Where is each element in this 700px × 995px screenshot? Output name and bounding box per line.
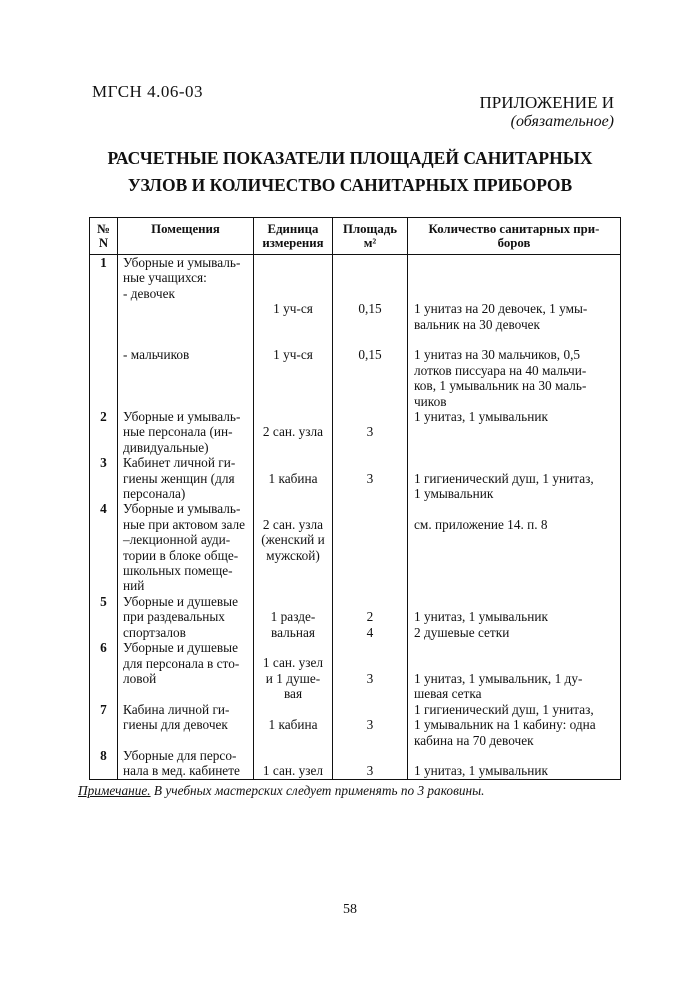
cell-line xyxy=(337,409,403,424)
cell-line xyxy=(414,455,614,470)
cell-line: 1 унитаз, 1 умывальник xyxy=(414,763,548,779)
cell-line xyxy=(414,332,614,347)
table-row xyxy=(90,594,621,640)
cell-line: тории в блоке обще- xyxy=(123,547,239,563)
cell-line: 5 xyxy=(100,593,107,609)
sanitary-table xyxy=(89,217,621,780)
cell-line xyxy=(337,748,403,763)
cell-unit xyxy=(254,640,333,702)
cell-line: при раздевальных xyxy=(123,609,225,625)
cell-line: 3 xyxy=(366,424,374,440)
page-number: 58 xyxy=(343,902,357,917)
cell-line: ные персонала (ин- xyxy=(123,424,233,440)
cell-unit xyxy=(254,748,333,779)
cell-line xyxy=(337,640,403,655)
table-row xyxy=(90,501,621,593)
cell-num xyxy=(90,409,118,455)
cell-line: 0,15 xyxy=(358,301,382,317)
cell-line xyxy=(258,455,328,470)
cell-line: 2 xyxy=(100,409,107,424)
cell-line xyxy=(414,655,614,670)
cell-line xyxy=(337,270,403,285)
cell-line xyxy=(258,409,328,424)
page-title-line-2: УЗЛОВ И КОЛИЧЕСТВО САНИТАРНЫХ ПРИБОРОВ xyxy=(127,175,573,195)
cell-line xyxy=(337,286,403,301)
cell-line: Уборные для персо- xyxy=(123,747,237,763)
cell-room xyxy=(118,702,254,748)
cell-line xyxy=(258,594,328,609)
cell-line: 1 сан. узел xyxy=(262,655,324,671)
cell-line: Уборные и умываль- xyxy=(123,501,241,517)
cell-line: 3 xyxy=(100,455,107,471)
cell-num xyxy=(90,640,118,702)
cell-line: шевая сетка xyxy=(414,686,482,702)
header-room-text: Помещения xyxy=(151,222,220,236)
cell-area xyxy=(333,332,408,409)
cell-line: 2 сан. узла xyxy=(262,424,324,440)
cell-line: 1 унитаз, 1 умывальник xyxy=(414,609,548,625)
header-area-line-1: Площадь xyxy=(343,222,397,236)
cell-line xyxy=(337,655,403,670)
column-header-unit xyxy=(254,218,333,255)
cell-line xyxy=(414,640,614,655)
cell-line xyxy=(337,255,403,270)
cell-num xyxy=(90,455,118,501)
cell-count xyxy=(408,455,621,501)
cell-line: 0,15 xyxy=(358,347,382,363)
cell-line: 1 гигиенический душ, 1 унитаз, xyxy=(414,470,594,486)
cell-line: 1 унитаз на 20 девочек, 1 умы- xyxy=(414,301,588,317)
table-row xyxy=(90,748,621,779)
cell-num xyxy=(90,702,118,748)
cell-count xyxy=(408,594,621,640)
table-row xyxy=(90,409,621,455)
cell-unit xyxy=(254,501,333,593)
cell-line: (женский и xyxy=(261,532,325,548)
cell-line: 3 xyxy=(366,670,374,686)
cell-line: ловой xyxy=(123,670,157,686)
table-row xyxy=(90,640,621,702)
table-row xyxy=(90,332,621,409)
cell-unit xyxy=(254,255,333,332)
header-num-line-1: № xyxy=(97,222,110,236)
cell-line: ний xyxy=(123,578,145,594)
cell-line: 2 душевые сетки xyxy=(414,624,510,640)
table-body xyxy=(90,255,621,780)
table-row xyxy=(90,255,621,332)
page-title-line-1: РАСЧЕТНЫЕ ПОКАЗАТЕЛИ ПЛОЩАДЕЙ САНИТАРНЫХ xyxy=(107,148,593,168)
table-row xyxy=(90,455,621,501)
cell-room xyxy=(118,455,254,501)
cell-line: 2 сан. узла xyxy=(262,516,324,532)
cell-line: и 1 душе- xyxy=(265,670,321,686)
cell-line xyxy=(414,748,614,763)
cell-unit xyxy=(254,455,333,501)
cell-room xyxy=(118,255,254,332)
cell-line xyxy=(337,702,403,717)
cell-line: лотков писсуара на 40 мальчи- xyxy=(414,362,587,378)
cell-line: Уборные и душевые xyxy=(123,640,239,656)
cell-line: ные учащихся: xyxy=(123,270,207,286)
cell-line: Уборные и умываль- xyxy=(123,409,241,424)
cell-count xyxy=(408,702,621,748)
cell-area xyxy=(333,640,408,702)
cell-area xyxy=(333,702,408,748)
cell-room xyxy=(118,640,254,702)
cell-line: 8 xyxy=(100,747,107,763)
cell-area xyxy=(333,409,408,455)
cell-room xyxy=(118,748,254,779)
cell-unit xyxy=(254,409,333,455)
table-row xyxy=(90,702,621,748)
cell-line: гиены для девочек xyxy=(123,717,228,733)
cell-num xyxy=(90,255,118,332)
cell-line: Кабинет личной ги- xyxy=(123,455,236,471)
cell-area xyxy=(333,501,408,593)
header-num-line-2: N xyxy=(98,236,109,250)
cell-num xyxy=(90,332,118,409)
cell-line xyxy=(258,702,328,717)
cell-line: вальная xyxy=(271,624,315,640)
cell-line xyxy=(337,594,403,609)
cell-line: 6 xyxy=(100,640,107,656)
cell-line xyxy=(258,640,328,655)
footnote-label: Примечание. xyxy=(78,783,151,798)
appendix-title: ПРИЛОЖЕНИЕ И xyxy=(479,93,614,112)
cell-line xyxy=(414,255,614,270)
cell-unit xyxy=(254,594,333,640)
cell-num xyxy=(90,748,118,779)
cell-line xyxy=(337,501,403,516)
header-count-line-1: Количество санитарных при- xyxy=(428,222,600,236)
table-header-row xyxy=(90,218,621,255)
cell-line: 1 унитаз, 1 умывальник, 1 ду- xyxy=(414,670,583,686)
cell-line: гиены женщин (для xyxy=(123,470,235,486)
cell-line xyxy=(258,332,328,347)
header-unit-line-1: Единица xyxy=(267,222,319,236)
appendix-heading xyxy=(480,93,614,131)
cell-line xyxy=(258,286,328,301)
cell-line: 1 разде- xyxy=(270,609,316,625)
cell-num xyxy=(90,594,118,640)
column-header-number xyxy=(90,218,118,255)
cell-line: персонала) xyxy=(123,486,186,502)
cell-line: для персонала в сто- xyxy=(123,655,240,671)
cell-line xyxy=(123,332,249,347)
cell-line: 1 уч-ся xyxy=(273,301,313,317)
cell-line: 1 умывальник xyxy=(414,486,494,502)
cell-line: 3 xyxy=(366,470,374,486)
footnote xyxy=(78,783,484,799)
footnote-text: В учебных мастерских следует применять по 3 раковины. xyxy=(150,783,485,798)
cell-area xyxy=(333,455,408,501)
cell-room xyxy=(118,594,254,640)
cell-line xyxy=(258,748,328,763)
cell-line: 2 xyxy=(366,609,374,625)
cell-line: 3 xyxy=(366,763,374,779)
cell-line: 4 xyxy=(100,501,107,517)
cell-count xyxy=(408,255,621,332)
cell-line xyxy=(258,501,328,516)
cell-line: 4 xyxy=(366,624,374,640)
cell-room xyxy=(118,332,254,409)
cell-line xyxy=(414,270,614,285)
cell-line: 1 умывальник на 1 кабину: одна xyxy=(414,717,596,733)
cell-unit xyxy=(254,332,333,409)
header-area-line-2: м² xyxy=(363,236,377,250)
column-header-count xyxy=(408,218,621,255)
cell-area xyxy=(333,255,408,332)
cell-line: 1 унитаз, 1 умывальник xyxy=(414,409,548,424)
cell-line: мужской) xyxy=(266,547,320,563)
cell-line: 7 xyxy=(100,701,107,717)
cell-count xyxy=(408,640,621,702)
cell-room xyxy=(118,409,254,455)
cell-count xyxy=(408,748,621,779)
header-count-line-2: боров xyxy=(497,236,531,250)
cell-line: –лекционной ауди- xyxy=(123,532,231,548)
cell-line: ков, 1 умывальник на 30 маль- xyxy=(414,378,587,394)
table-header xyxy=(90,218,621,255)
cell-line: чиков xyxy=(414,393,447,409)
cell-line xyxy=(337,455,403,470)
cell-line xyxy=(258,255,328,270)
cell-line: 1 кабина xyxy=(268,717,318,733)
cell-line: 1 уч-ся xyxy=(273,347,313,363)
cell-line xyxy=(90,332,117,347)
cell-line: 1 унитаз на 30 мальчиков, 0,5 xyxy=(414,347,581,363)
column-header-area xyxy=(333,218,408,255)
cell-line xyxy=(414,501,614,516)
cell-line: кабина на 70 девочек xyxy=(414,732,534,748)
header-unit-line-2: измерения xyxy=(262,236,324,250)
cell-num xyxy=(90,501,118,593)
appendix-subtitle: (обязательное) xyxy=(510,113,614,130)
cell-line: см. приложение 14. п. 8 xyxy=(414,516,548,532)
cell-line: дивидуальные) xyxy=(123,439,209,455)
cell-line: школьных помеще- xyxy=(123,563,233,579)
cell-area xyxy=(333,748,408,779)
cell-area xyxy=(333,594,408,640)
cell-line: - мальчиков xyxy=(123,347,190,363)
cell-room xyxy=(118,501,254,593)
cell-line xyxy=(258,270,328,285)
cell-count xyxy=(408,409,621,455)
cell-line: 3 xyxy=(366,717,374,733)
cell-line: - девочек xyxy=(123,285,175,301)
cell-line: ные при актовом зале xyxy=(123,516,246,532)
cell-line: 1 сан. узел xyxy=(262,763,324,779)
cell-line: спортзалов xyxy=(123,624,186,640)
cell-line: вальник на 30 девочек xyxy=(414,316,541,332)
column-header-room xyxy=(118,218,254,255)
cell-line: 1 гигиенический душ, 1 унитаз, xyxy=(414,701,594,717)
cell-line: Уборные и умываль- xyxy=(123,255,241,270)
cell-count xyxy=(408,332,621,409)
page-title xyxy=(0,145,700,199)
cell-line: Кабина личной ги- xyxy=(123,701,230,717)
cell-line xyxy=(414,594,614,609)
cell-line xyxy=(337,332,403,347)
cell-count xyxy=(408,501,621,593)
cell-line xyxy=(414,286,614,301)
cell-line: нала в мед. кабинете xyxy=(123,763,240,779)
cell-line: 1 кабина xyxy=(268,470,318,486)
cell-line: Уборные и душевые xyxy=(123,593,239,609)
cell-unit xyxy=(254,702,333,748)
cell-line: 1 xyxy=(100,255,107,270)
document-code: МГСН 4.06-03 xyxy=(92,82,203,101)
cell-line: вая xyxy=(283,686,303,702)
